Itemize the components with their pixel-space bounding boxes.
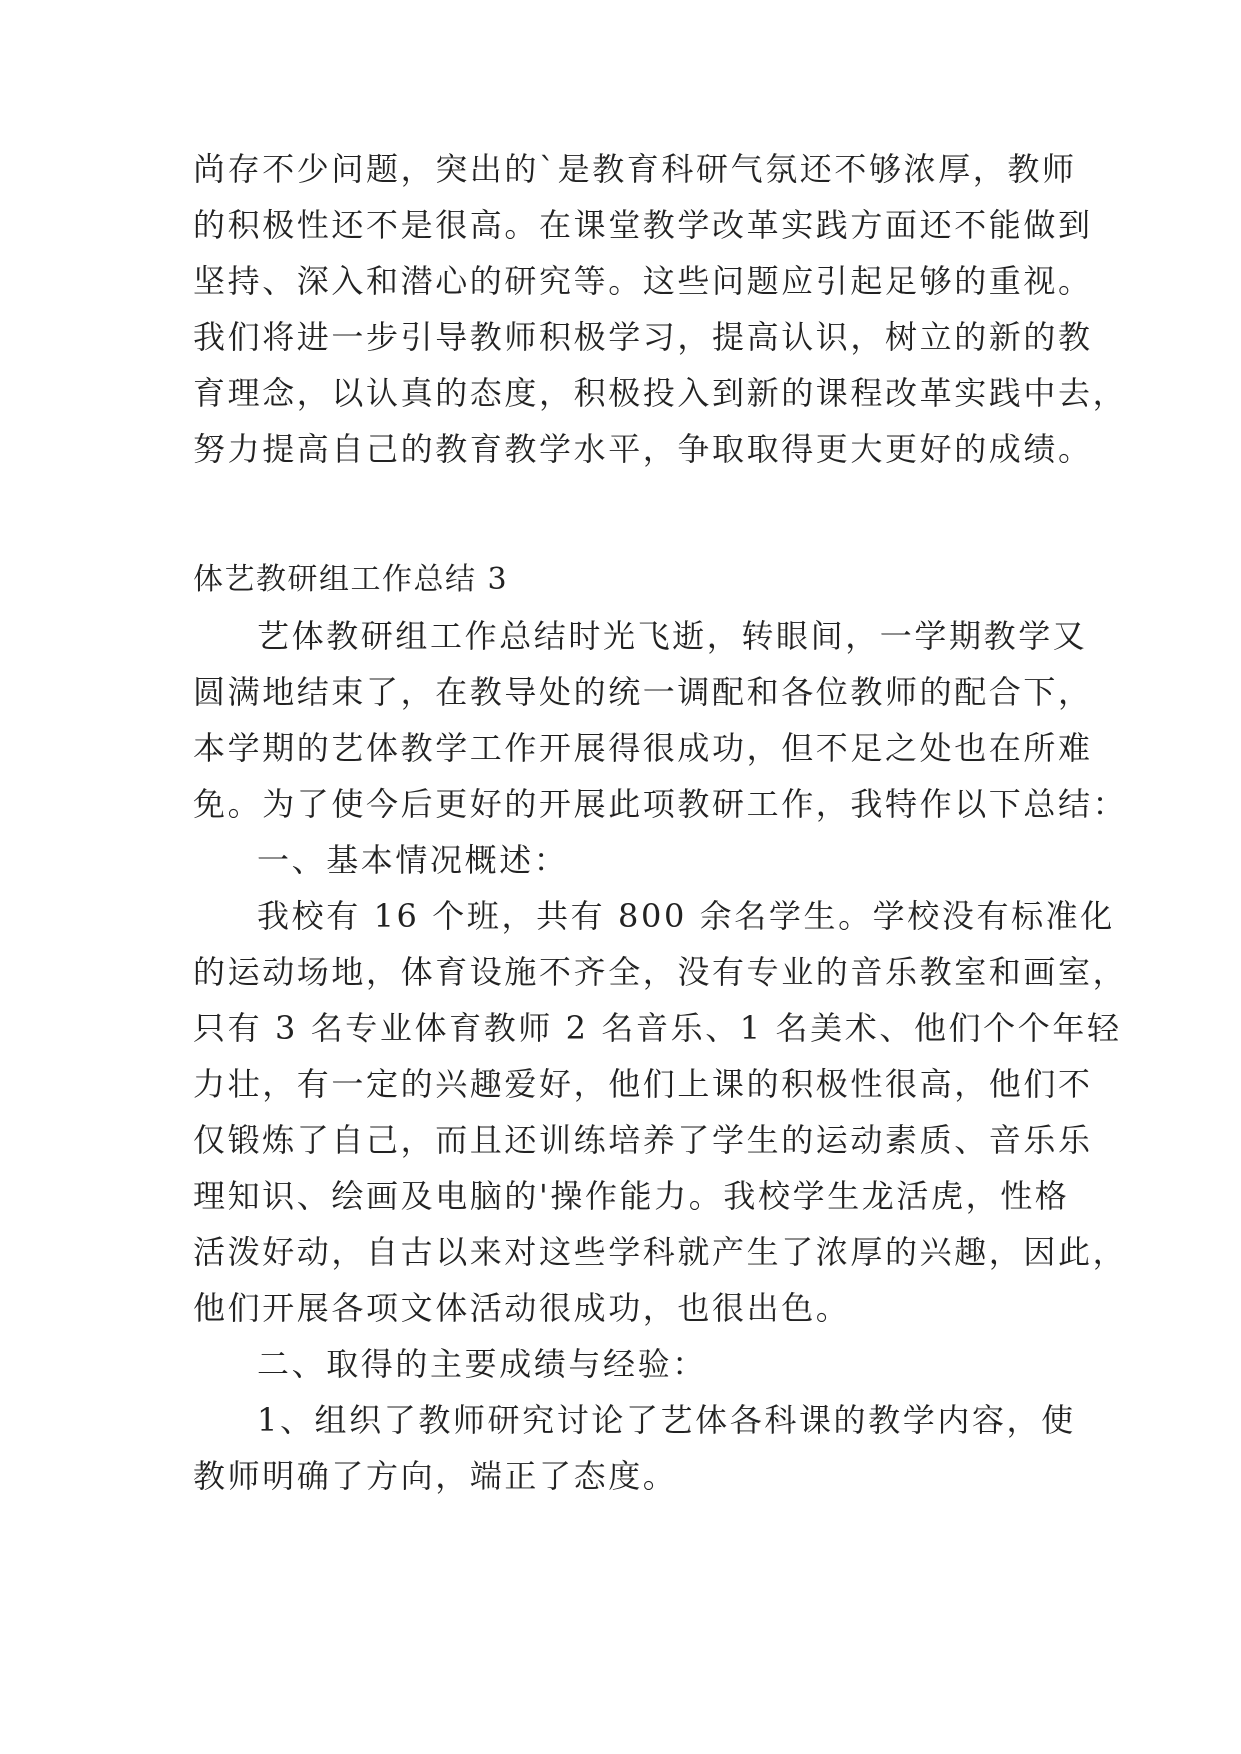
paragraph-2-line-2: 圆满地结束了，在教导处的统一调配和各位教师的配合下， [193,673,1093,711]
paragraph-4-line-2: 教师明确了方向，端正了态度。 [193,1457,678,1495]
section-title: 体艺教研组工作总结 3 [193,562,509,597]
heading-basic-situation: 一、基本情况概述： [257,841,569,879]
paragraph-1-line-5: 育理念，以认真的态度，积极投入到新的课程改革实践中去， [193,374,1128,412]
paragraph-3-line-4: 力壮，有一定的兴趣爱好，他们上课的积极性很高，他们不 [193,1065,1093,1103]
paragraph-3-line-2: 的运动场地，体育设施不齐全，没有专业的音乐教室和画室， [193,953,1128,991]
paragraph-1-line-3: 坚持、深入和潜心的研究等。这些问题应引起足够的重视。 [193,262,1093,300]
heading-achievements: 二、取得的主要成绩与经验： [257,1345,707,1383]
paragraph-4-line-1: 1、组织了教师研究讨论了艺体各科课的教学内容，使 [257,1401,1076,1439]
paragraph-1-line-6: 努力提高自己的教育教学水平，争取取得更大更好的成绩。 [193,430,1093,468]
paragraph-2-line-4: 免。为了使今后更好的开展此项教研工作，我特作以下总结： [193,785,1128,823]
paragraph-1-line-4: 我们将进一步引导教师积极学习，提高认识，树立的新的教 [193,318,1093,356]
paragraph-2-line-3: 本学期的艺体教学工作开展得很成功，但不足之处也在所难 [193,729,1093,767]
paragraph-3-line-7: 活泼好动，自古以来对这些学科就产生了浓厚的兴趣，因此， [193,1233,1128,1271]
paragraph-3-line-8: 他们开展各项文体活动很成功，也很出色。 [193,1289,851,1327]
paragraph-1-line-1: 尚存不少问题，突出的`是教育科研气氛还不够浓厚，教师 [193,150,1077,188]
paragraph-3-line-3: 只有 3 名专业体育教师 2 名音乐、1 名美术、他们个个年轻 [193,1009,1122,1047]
paragraph-3-line-6: 理知识、绘画及电脑的'操作能力。我校学生龙活虎，性格 [193,1177,1070,1215]
paragraph-2-line-1: 艺体教研组工作总结时光飞逝，转眼间，一学期教学又 [257,617,1088,655]
paragraph-3-line-1: 我校有 16 个班，共有 800 余名学生。学校没有标准化 [257,897,1115,935]
paragraph-3-line-5: 仅锻炼了自己，而且还训练培养了学生的运动素质、音乐乐 [193,1121,1093,1159]
paragraph-1-line-2: 的积极性还不是很高。在课堂教学改革实践方面还不能做到 [193,206,1093,244]
